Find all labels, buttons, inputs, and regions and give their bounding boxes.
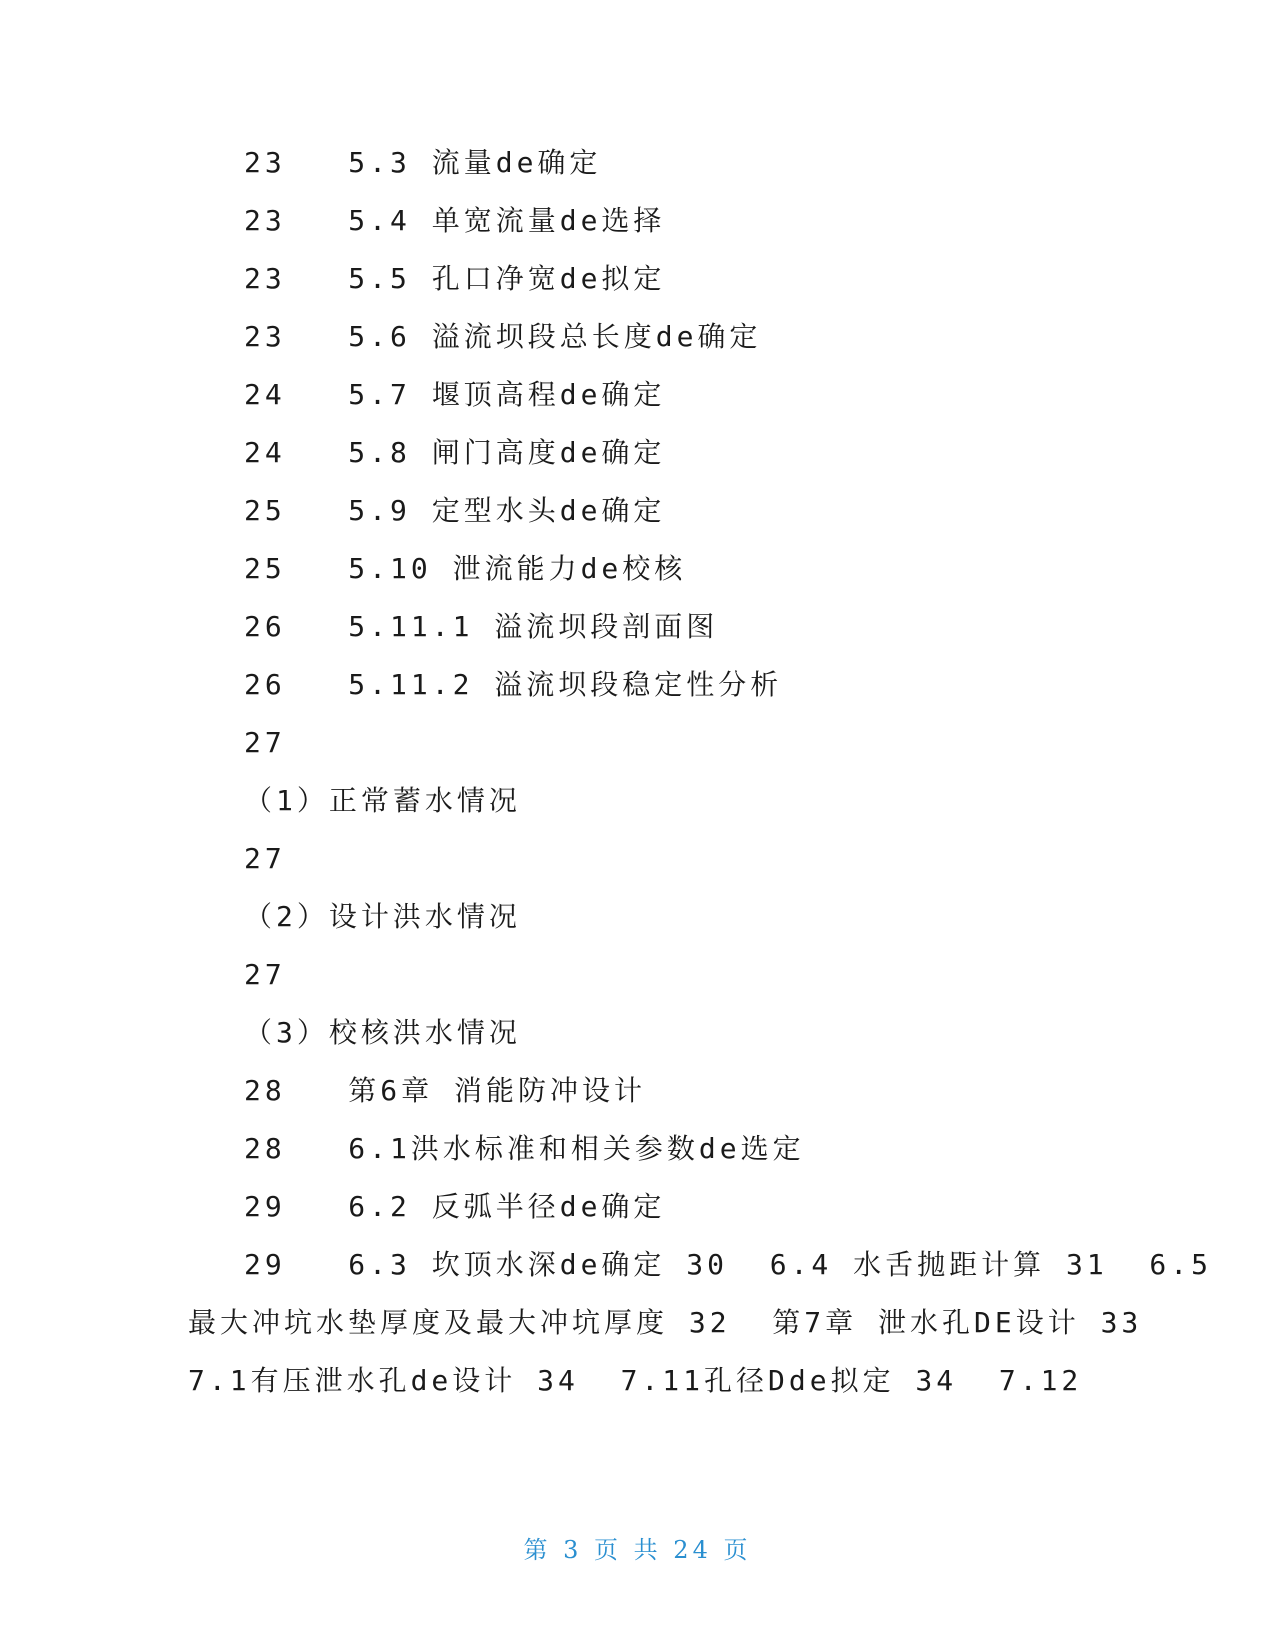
toc-line: 23 5.4 单宽流量de选择 [244,204,666,237]
toc-line: （2）设计洪水情况 [244,900,521,933]
toc-line: 24 5.8 闸门高度de确定 [244,436,666,469]
toc-line: 25 5.9 定型水头de确定 [244,494,666,527]
toc-line: （3）校核洪水情况 [244,1016,521,1049]
toc-line: 28 6.1洪水标准和相关参数de选定 [244,1132,805,1165]
toc-line: 最大冲坑水垫厚度及最大冲坑厚度 32 第7章 泄水孔DE设计 33 [188,1306,1143,1339]
toc-line: 26 5.11.1 溢流坝段剖面图 [244,610,719,643]
toc-line: 26 5.11.2 溢流坝段稳定性分析 [244,668,783,701]
toc-line: 29 6.3 坎顶水深de确定 30 6.4 水舌抛距计算 31 6.5 [244,1248,1213,1281]
toc-line: 27 [244,958,286,991]
toc-line: （1）正常蓄水情况 [244,784,521,817]
toc-line: 25 5.10 泄流能力de校核 [244,552,687,585]
toc-line: 7.1有压泄水孔de设计 34 7.11孔径Dde拟定 34 7.12 [188,1364,1083,1397]
toc-line: 27 [244,726,286,759]
toc-line: 23 5.5 孔口净宽de拟定 [244,262,666,295]
toc-line: 27 [244,842,286,875]
toc-line: 23 5.3 流量de确定 [244,146,602,179]
page-number-footer: 第 3 页 共 24 页 [523,1536,752,1564]
toc-line: 24 5.7 堰顶高程de确定 [244,378,666,411]
toc-line: 28 第6章 消能防冲设计 [244,1074,647,1107]
toc-line: 23 5.6 溢流坝段总长度de确定 [244,320,762,353]
toc-line: 29 6.2 反弧半径de确定 [244,1190,666,1223]
